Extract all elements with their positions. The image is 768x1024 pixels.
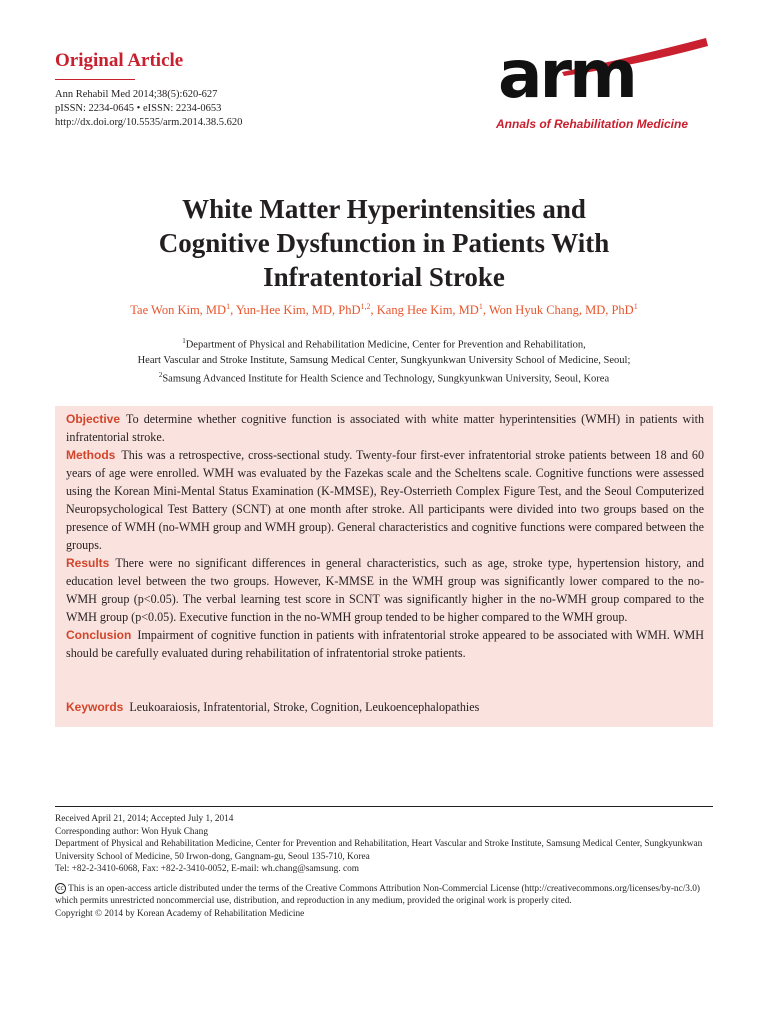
- affiliation-text: Samsung Advanced Institute for Health Science and Technology, Sungkyunkwan University, Seoul, Korea: [162, 373, 610, 384]
- author-affiliation-mark: 1,2: [360, 302, 371, 311]
- affiliation-text: Heart Vascular and Stroke Institute, Samsung Medical Center, Sungkyunkwan University School of Medicine, Seoul;: [137, 354, 631, 366]
- methods-text: This was a retrospective, cross-sectional study. Twenty-four first-ever infratentorial stroke patients between 18 and 60 years of age were enrolled. WMH was evaluated by the Fazekas scale and the Scheltens scale. Cognitive functions were assessed using the Korean Mini-Mental Status Examination (K-MMSE), Rey-Osterrieth Complex Figure Test, and the Seoul Computerized Neuropsychological Test Battery (SCNT) at one month after stroke. All participants were divided into two groups based on the presence of WMH (no-WMH group and WMH group). General characteristics and cognitive functions were compared between the groups.: [66, 448, 704, 552]
- author-name: Won Hyuk Chang, MD, PhD: [488, 303, 634, 318]
- affiliations: [40, 334, 728, 386]
- affiliation-mark: 1: [182, 337, 186, 345]
- author-list: Tae Won Kim, $MD^1$, Yun-Hee Kim, MD, PhD$^{1,2}$, Kang Hee Kim, $MD^1$, Won Hyuk Chang, MD, PhD$^1$: [130, 302, 638, 318]
- footer-divider: [55, 806, 713, 807]
- license-notice: [55, 883, 715, 908]
- keywords-label: Keywords: [66, 700, 124, 714]
- objective-label: Objective: [66, 412, 121, 426]
- title-line: White Matter Hyperintensities and: [182, 194, 586, 224]
- author-affiliation-mark: 1: [226, 302, 231, 311]
- footer-notes: [55, 813, 715, 920]
- cc-icon: cc: [55, 883, 66, 894]
- conclusion-text: Impairment of cognitive function in patients with infratentorial stroke appeared to be associated with WMH. WMH should be carefully evaluated during rehabilitation of infratentorial stroke patients.: [66, 628, 704, 660]
- keywords: [66, 700, 479, 715]
- license-text: This is an open-access article distributed under the terms of the Creative Commons Attribution Non-Commercial License (http://creativecommons.org/licenses/by-nc/3.0) which permits unrestricted noncommercial use, distribution, and reproduction in any medium, provided the original work is properly cited.: [55, 883, 701, 906]
- keywords-text: Leukoaraiosis, Infratentorial, Stroke, Cognition, Leukoencephalopathies: [129, 700, 480, 714]
- conclusion-label: Conclusion: [66, 628, 132, 642]
- affiliation-text: Department of Physical and Rehabilitation Medicine, Center for Prevention and Rehabilitation,: [185, 339, 586, 351]
- abstract-text: [66, 410, 704, 662]
- abstract-objective: [66, 410, 704, 446]
- author-affiliation-mark: 1: [478, 302, 483, 311]
- corresponding-author: Corresponding author: Won Hyuk Chang: [55, 826, 208, 837]
- author-name: Tae Won Kim, MD: [130, 303, 227, 318]
- article-title: [60, 192, 708, 294]
- affiliation-mark: 2: [158, 370, 163, 379]
- doi-link[interactable]: http://dx.doi.org/10.5535/arm.2014.38.5.620: [55, 117, 243, 128]
- abstract-conclusion: [66, 626, 704, 662]
- received-dates: Received April 21, 2014; Accepted July 1, 2014: [55, 814, 234, 824]
- article-type-underline: [55, 79, 135, 80]
- objective-text: To determine whether cognitive function is associated with white matter hyperintensities (WMH) in patients with infratentorial stroke.: [66, 412, 704, 444]
- article-type: Original Article: [55, 50, 184, 71]
- results-text: There were no significant differences in general characteristics, such as age, stroke type, hypertension history, and education level between the two groups. However, K-MMSE in the WMH group was significantly lower compared to the no-WMH group (p<0.05). The verbal learning test score in SCNT was significantly higher in the no-WMH group compared to the WMH group (p<0.05). Executive function in the no-WMH group tended to be higher compared to the WMH group.: [66, 556, 704, 624]
- abstract-results: [66, 554, 704, 626]
- title-line: Cognitive Dysfunction in Patients With: [158, 228, 610, 258]
- issn: pISSN: 2234-0645 • eISSN: 2234-0653: [55, 103, 222, 114]
- contact-info: Tel: +82-2-3410-6068, Fax: +82-2-3410-0052, E-mail: wh.chang@samsung. com: [55, 864, 359, 874]
- correspondence-address: Department of Physical and Rehabilitation Medicine, Center for Prevention and Rehabilitation, Heart Vascular and Stroke Institute, Samsung Medical Center, Sungkyunkwan University School of Medicine, 50 Irwon-dong, Gangnam-gu, Seoul 135-710, Korea: [55, 839, 703, 862]
- journal-logo: arm: [498, 36, 635, 113]
- journal-name: Annals of Rehabilitation Medicine: [496, 117, 689, 131]
- title-line: Infratentorial Stroke: [263, 262, 505, 292]
- author-affiliation-mark: 1: [633, 302, 638, 311]
- results-label: Results: [66, 556, 110, 570]
- author-name: Yun-Hee Kim, MD, PhD: [235, 303, 361, 318]
- citation: Ann Rehabil Med 2014;38(5):620-627: [55, 89, 218, 100]
- methods-label: Methods: [66, 448, 116, 462]
- author-name: Kang Hee Kim, MD: [376, 303, 479, 318]
- abstract-methods: [66, 446, 704, 554]
- copyright: Copyright © 2014 by Korean Academy of Rehabilitation Medicine: [55, 908, 305, 919]
